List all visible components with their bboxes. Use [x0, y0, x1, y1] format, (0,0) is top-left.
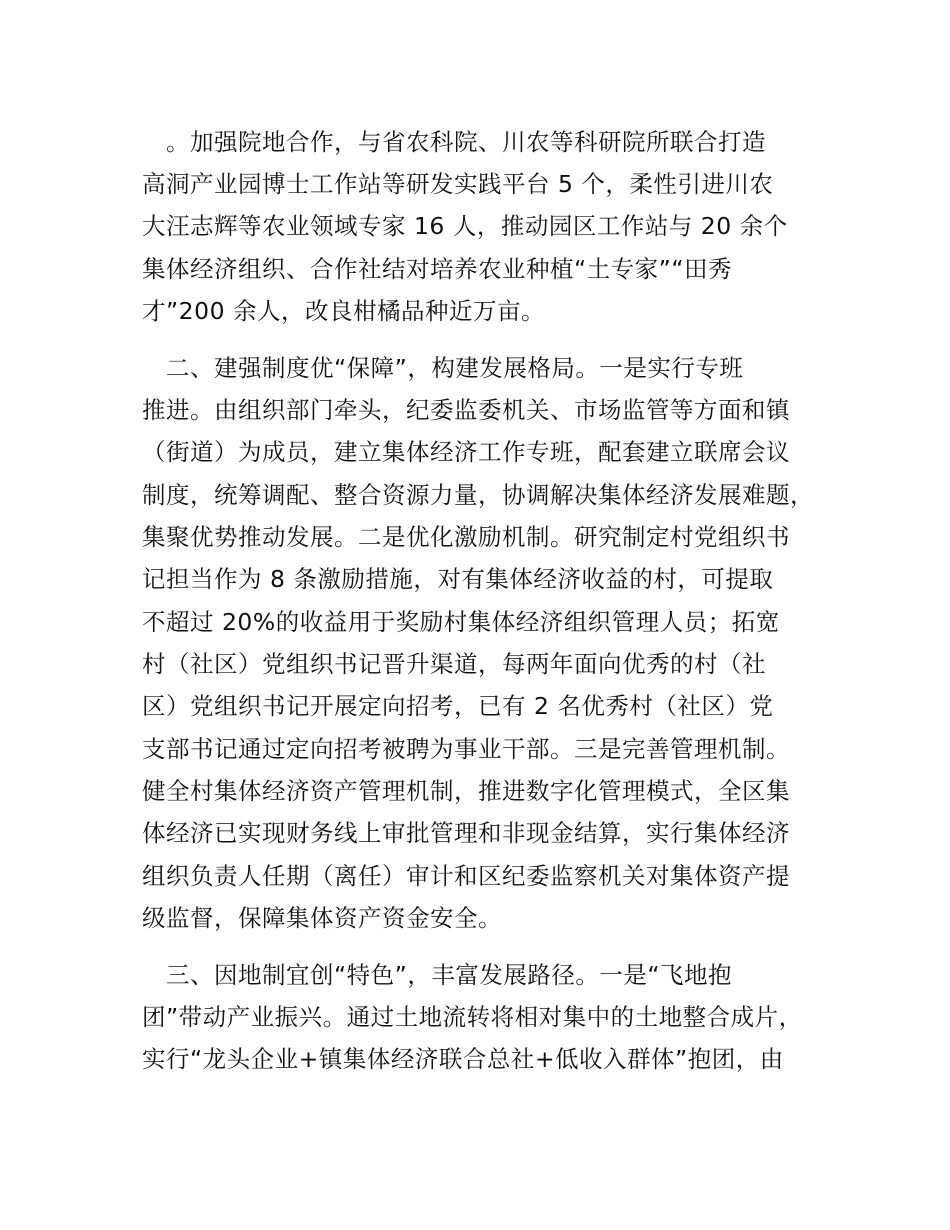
text-line: 二、建强制度优“保障”，构建发展格局。一是实行专班: [142, 354, 744, 382]
text-line: 制度，统筹调配、整合资源力量，协调解决集体经济发展难题，: [142, 481, 814, 509]
text-line: 区）党组织书记开展定向招考，已有 2 名优秀村（社区）党: [142, 692, 774, 720]
text-line: 才”200 余人，改良柑橘品种近万亩。: [142, 297, 545, 325]
text-line: 健全村集体经济资产管理机制，推进数字化管理模式，全区集: [142, 777, 790, 805]
text-line: 团”带动产业振兴。通过土地流转将相对集中的土地整合成片，: [142, 1003, 803, 1031]
text-line: 。加强院地合作，与省农科院、川农等科研院所联合打造: [142, 128, 766, 156]
text-line: 不超过 20%的收益用于奖励村集体经济组织管理人员；拓宽: [142, 608, 780, 636]
text-line: 实行“龙头企业+镇集体经济联合总社+低收入群体”抱团，由: [142, 1045, 784, 1073]
text-line: 组织负责人任期（离任）审计和区纪委监察机关对集体资产提: [142, 862, 790, 890]
text-line: 大汪志辉等农业领域专家 16 人，推动园区工作站与 20 余个: [142, 212, 788, 240]
text-line: 记担当作为 8 条激励措施，对有集体经济收益的村，可提取: [142, 565, 774, 593]
text-line: 推进。由组织部门牵头，纪委监委机关、市场监管等方面和镇: [142, 396, 790, 424]
text-line: 支部书记通过定向招考被聘为事业干部。三是完善管理机制。: [142, 735, 790, 763]
text-line: 三、因地制宜创“特色”，丰富发展路径。一是“飞地抱: [142, 961, 733, 989]
text-line: （街道）为成员，建立集体经济工作专班，配套建立联席会议: [142, 438, 790, 466]
text-line: 集聚优势推动发展。二是优化激励机制。研究制定村党组织书: [142, 523, 790, 551]
text-line: 高洞产业园博士工作站等研发实践平台 5 个，柔性引进川农: [142, 170, 774, 198]
text-line: 级监督，保障集体资产资金安全。: [142, 904, 502, 932]
text-line: 集体经济组织、合作社结对培养农业种植“土专家”“田秀: [142, 255, 733, 283]
text-line: 体经济已实现财务线上审批管理和非现金结算，实行集体经济: [142, 819, 790, 847]
text-line: 村（社区）党组织书记晋升渠道，每两年面向优秀的村（社: [142, 650, 766, 678]
